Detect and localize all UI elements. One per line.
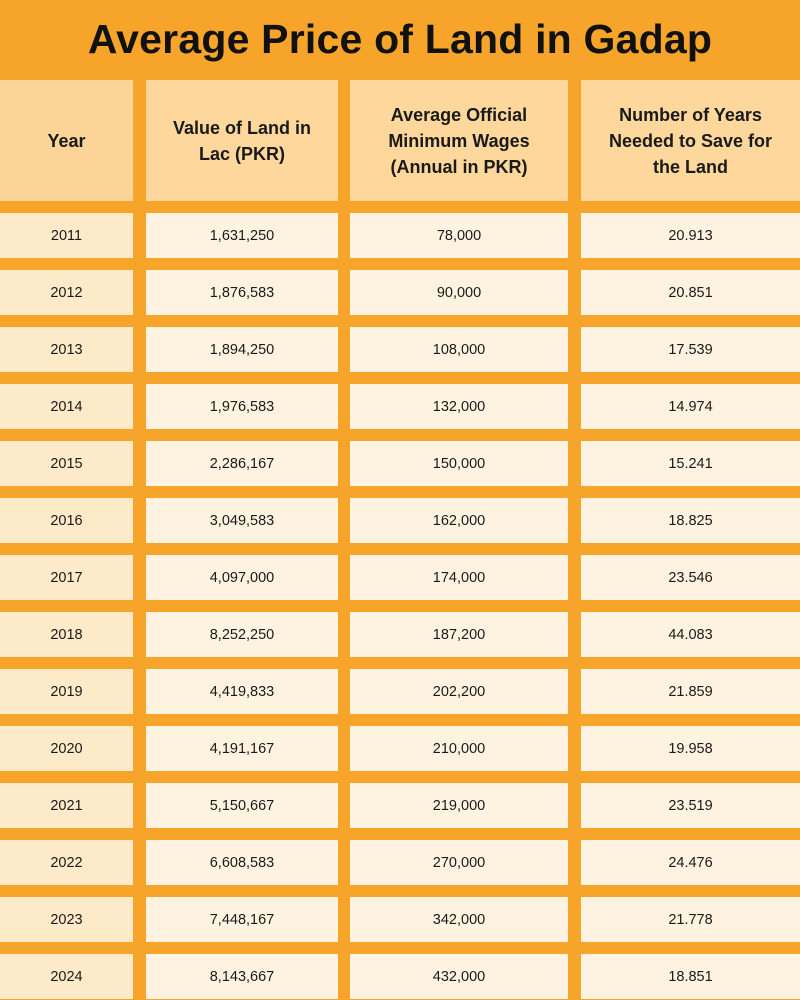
years-to-save-cell: 20.851 xyxy=(581,270,800,315)
minimum-wage-cell: 219,000 xyxy=(350,783,568,828)
years-to-save-cell: 20.913 xyxy=(581,213,800,258)
minimum-wage-cell: 270,000 xyxy=(350,840,568,885)
land-value-cell: 2,286,167 xyxy=(146,441,338,486)
minimum-wage-cell: 174,000 xyxy=(350,555,568,600)
years-to-save-cell: 18.825 xyxy=(581,498,800,543)
minimum-wage-cell: 210,000 xyxy=(350,726,568,771)
land-value-cell: 1,894,250 xyxy=(146,327,338,372)
year-cell: 2021 xyxy=(0,783,133,828)
column-header-land-value: Value of Land in Lac (PKR) xyxy=(146,80,338,201)
page-title: Average Price of Land in Gadap xyxy=(87,15,713,62)
year-cell: 2012 xyxy=(0,270,133,315)
years-to-save-cell: 44.083 xyxy=(581,612,800,657)
year-cell: 2016 xyxy=(0,498,133,543)
years-to-save-cell: 24.476 xyxy=(581,840,800,885)
land-value-cell: 1,876,583 xyxy=(146,270,338,315)
land-value-cell: 1,976,583 xyxy=(146,384,338,429)
years-to-save-cell: 17.539 xyxy=(581,327,800,372)
minimum-wage-cell: 162,000 xyxy=(350,498,568,543)
minimum-wage-cell: 90,000 xyxy=(350,270,568,315)
land-value-cell: 4,191,167 xyxy=(146,726,338,771)
land-value-cell: 5,150,667 xyxy=(146,783,338,828)
years-to-save-cell: 14.974 xyxy=(581,384,800,429)
year-cell: 2014 xyxy=(0,384,133,429)
years-to-save-cell: 19.958 xyxy=(581,726,800,771)
land-value-cell: 7,448,167 xyxy=(146,897,338,942)
years-to-save-cell: 21.859 xyxy=(581,669,800,714)
year-cell: 2024 xyxy=(0,954,133,999)
minimum-wage-cell: 132,000 xyxy=(350,384,568,429)
minimum-wage-cell: 187,200 xyxy=(350,612,568,657)
year-cell: 2018 xyxy=(0,612,133,657)
column-header-year: Year xyxy=(0,80,133,201)
year-cell: 2011 xyxy=(0,213,133,258)
minimum-wage-cell: 108,000 xyxy=(350,327,568,372)
minimum-wage-cell: 202,200 xyxy=(350,669,568,714)
years-to-save-cell: 15.241 xyxy=(581,441,800,486)
land-value-cell: 6,608,583 xyxy=(146,840,338,885)
column-header-years-to-save: Number of Years Needed to Save for the Land xyxy=(581,80,800,201)
minimum-wage-cell: 78,000 xyxy=(350,213,568,258)
year-cell: 2015 xyxy=(0,441,133,486)
years-to-save-cell: 21.778 xyxy=(581,897,800,942)
years-to-save-cell: 23.519 xyxy=(581,783,800,828)
minimum-wage-cell: 150,000 xyxy=(350,441,568,486)
year-cell: 2020 xyxy=(0,726,133,771)
years-to-save-cell: 23.546 xyxy=(581,555,800,600)
land-value-cell: 1,631,250 xyxy=(146,213,338,258)
year-cell: 2023 xyxy=(0,897,133,942)
land-value-cell: 3,049,583 xyxy=(146,498,338,543)
year-cell: 2013 xyxy=(0,327,133,372)
minimum-wage-cell: 342,000 xyxy=(350,897,568,942)
minimum-wage-cell: 432,000 xyxy=(350,954,568,999)
land-value-cell: 4,419,833 xyxy=(146,669,338,714)
year-cell: 2017 xyxy=(0,555,133,600)
land-value-cell: 8,143,667 xyxy=(146,954,338,999)
year-cell: 2022 xyxy=(0,840,133,885)
year-cell: 2019 xyxy=(0,669,133,714)
column-header-minimum-wages: Average Official Minimum Wages (Annual in PKR) xyxy=(350,80,568,201)
years-to-save-cell: 18.851 xyxy=(581,954,800,999)
land-value-cell: 4,097,000 xyxy=(146,555,338,600)
land-value-cell: 8,252,250 xyxy=(146,612,338,657)
